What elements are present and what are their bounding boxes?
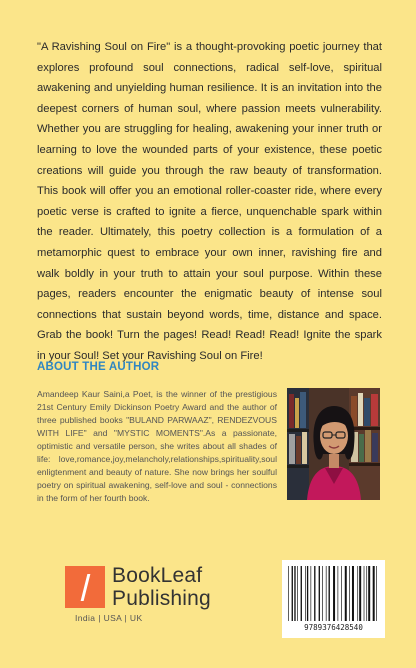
publisher-name-line2: Publishing bbox=[112, 587, 211, 610]
author-photo bbox=[287, 388, 380, 500]
publisher-logo bbox=[60, 564, 211, 623]
author-bio: Amandeep Kaur Saini,a Poet, is the winner of the prestigious 21st Century Emily Dickinson Poetry Award and the author of three published books "BULAND PARWAAZ", RENDEZVOUS WITH LIFE" and "MYSTIC MOMENTS".As a passionate, optimistic and versatile person, she writes about all shades of life: love,romance,joy,melancholy,relationships,spirituality,soul enligtenment and beauty of nature. She now brings her soulful poetry on spiritual awakening, self-love and soul - connections in the form of her fourth book. bbox=[37, 389, 277, 503]
about-author-heading: ABOUT THE AUTHOR bbox=[37, 361, 160, 373]
publisher-logo-icon bbox=[65, 566, 105, 608]
barcode-bars bbox=[288, 566, 379, 621]
isbn-number: 9789376428540 bbox=[304, 623, 363, 632]
isbn-barcode bbox=[282, 560, 385, 638]
book-description: "A Ravishing Soul on Fire" is a thought-provoking poetic journey that explores profound soul connections, radical self-love, spiritual awakening and unyielding human resilience. It is an invitation into the deepest corners of human soul, where passion meets vulnerability. Whether you are struggling for healing, awakening your inner truth or learning to love the wounded parts of your existence, these poetic creations will guide you through the raw beauty of transformation. This book will offer you an emotional roller-coaster ride, where every poetic verse is crafted to ignite a fierce, unquenchable spark within the reader. Ultimately, this poetry collection is a formulation of a metamorphic quest to embrace your own inner, ravishing fire and walk boldly in your truth to attain your soul purpose. Within these pages, readers encounter the enigmatic beauty of intense soul connections that sustain beyond words, time, distance and space. Grab the book! Turn the pages! Read! Read! Read! Ignite the spark in your Soul! Set your Ravishing Soul on Fire! bbox=[37, 41, 382, 362]
publisher-name-line1: BookLeaf bbox=[112, 564, 203, 587]
publisher-regions: India | USA | UK bbox=[75, 613, 143, 623]
